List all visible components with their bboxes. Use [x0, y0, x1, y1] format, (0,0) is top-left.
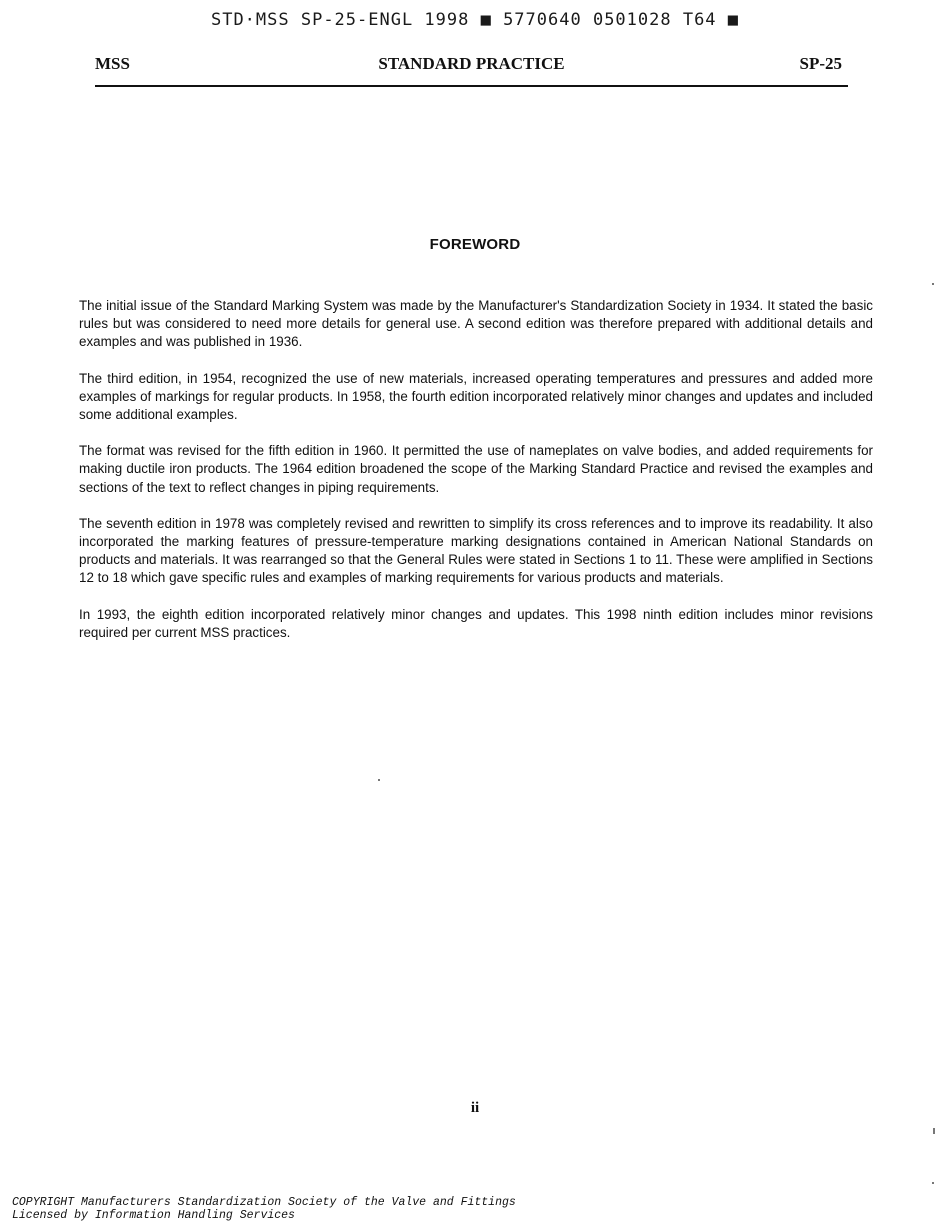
paragraph-third-edition: The third edition, in 1954, recognized the use of new materials, increased operating temperatures and pressures and added more examples of markings for regular products. In 1958, the fourth edition incorporated relatively minor changes and updates and included some additional examples.	[79, 370, 873, 423]
header-rule	[95, 85, 848, 87]
copyright-notice	[12, 1196, 516, 1222]
scan-header-code: STD·MSS SP-25-ENGL 1998 ■ 5770640 0501028 T64 ■	[210, 10, 740, 30]
license-line: Licensed by Information Handling Services	[12, 1209, 295, 1222]
header-document-type: STANDARD PRACTICE	[378, 54, 565, 73]
header-organization: MSS	[95, 54, 130, 73]
scan-speck	[932, 283, 934, 285]
running-header	[95, 54, 848, 76]
paragraph-seventh-edition: The seventh edition in 1978 was completely revised and rewritten to simplify its cross references and to improve its readability. It also incorporated the marking features of pressure-temperature marking designations contained in American National Standards on products and materials. It was rearranged so that the General Rules were stated in Sections 1 to 11. These were amplified in Sections 12 to 18 which gave specific rules and examples of marking requirements for various products and materials.	[79, 515, 873, 586]
copyright-line: COPYRIGHT Manufacturers Standardization Society of the Valve and Fittings	[12, 1196, 516, 1209]
scan-speck	[932, 1182, 934, 1184]
page-title: FOREWORD	[429, 236, 521, 253]
paragraph-fifth-edition: The format was revised for the fifth edition in 1960. It permitted the use of nameplates on valve bodies, and added requirements for making ductile iron products. The 1964 edition broadened the scope of the Marking Standard Practice and revised the examples and sections of the text to reflect changes in piping requirements.	[79, 443, 873, 495]
paragraph-first-edition: The initial issue of the Standard Marking System was made by the Manufacturer's Standardization Society in 1934. It stated the basic rules but was considered to need more details for general use. A second edition was therefore prepared with additional details and examples and was published in 1936.	[79, 298, 873, 350]
page-number: ii	[470, 1100, 480, 1116]
paragraph-eighth-edition: In 1993, the eighth edition incorporated relatively minor changes and updates. This 1998 ninth edition includes minor revisions required per current MSS practices.	[79, 606, 873, 640]
scan-speck	[378, 779, 380, 781]
scan-speck	[933, 1128, 935, 1134]
header-document-number: SP-25	[799, 54, 842, 73]
foreword-body	[79, 297, 873, 660]
